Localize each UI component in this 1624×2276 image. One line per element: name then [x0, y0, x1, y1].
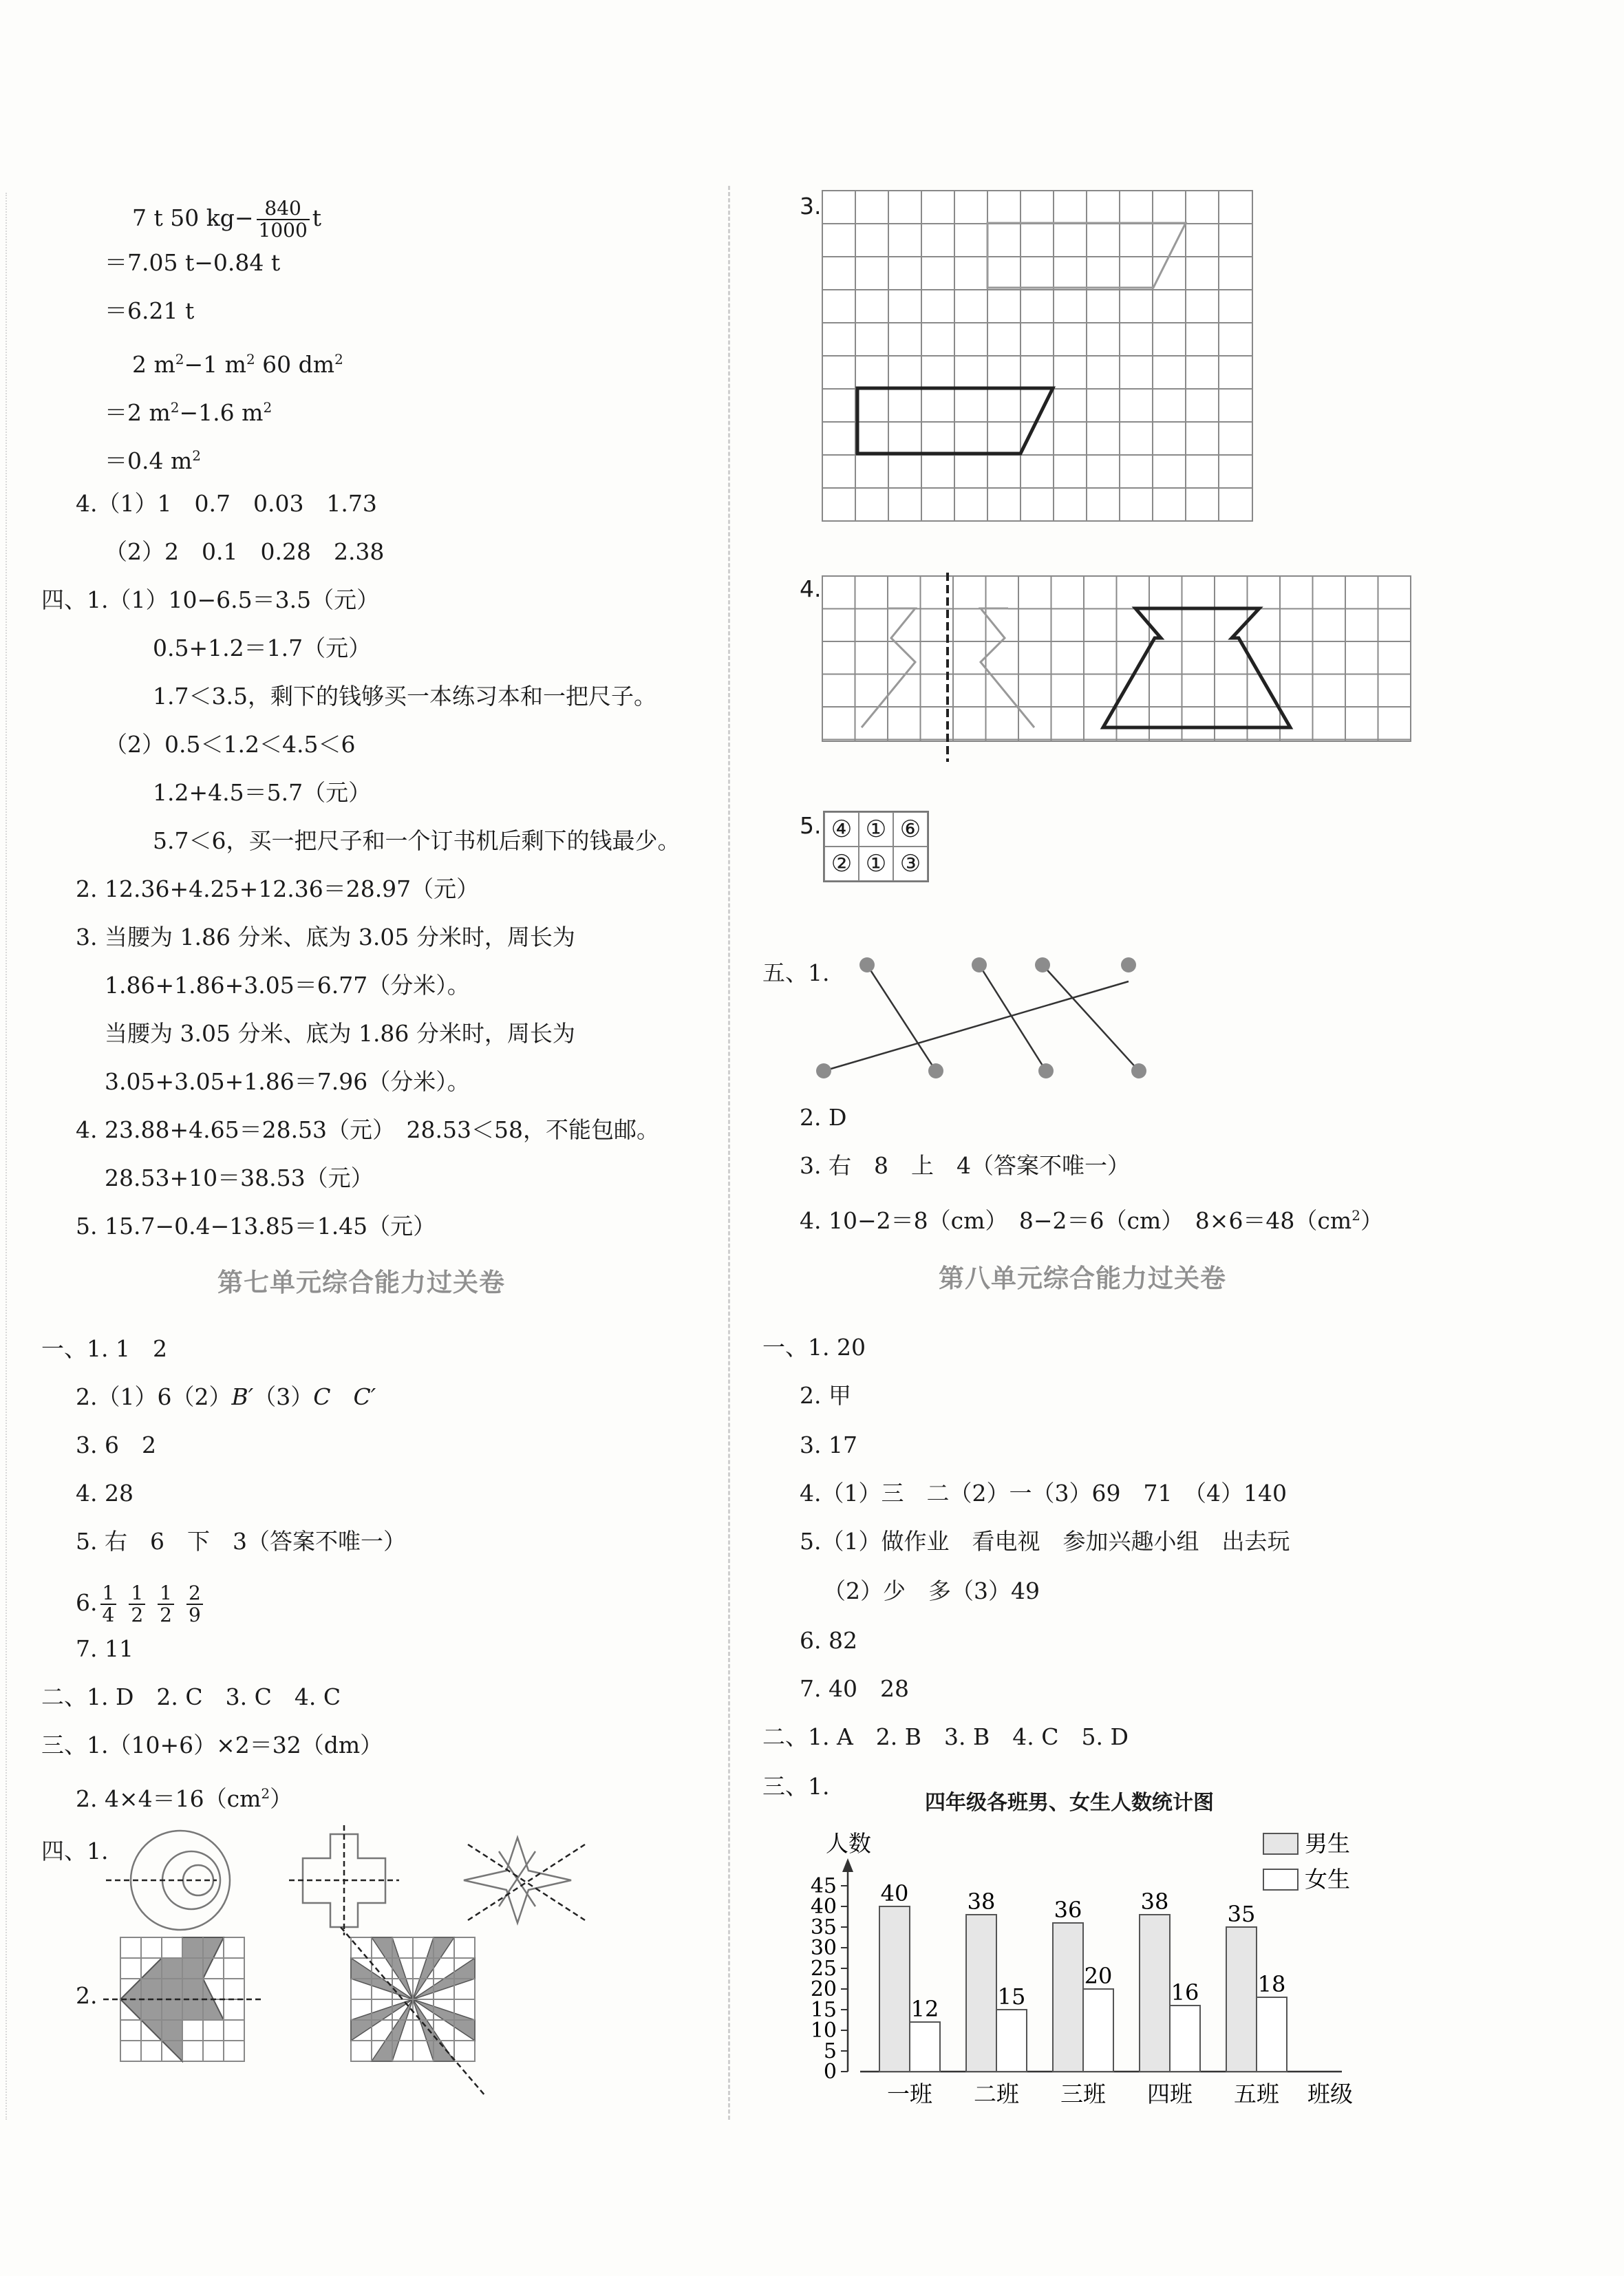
section-4-answer-2: 2. 12.36+4.25+12.36＝28.97（元） — [76, 875, 480, 902]
u7-answer-4-1: 四、1. — [41, 1838, 109, 1864]
fraction-numerator: 1 — [129, 1583, 145, 1605]
unit-7-title: 第七单元综合能力过关卷 — [217, 1268, 505, 1297]
legend — [1263, 1830, 1350, 1893]
u7-answer-1-2 — [76, 1383, 376, 1411]
bar-value-label: 12 — [910, 1996, 939, 2022]
answer-text: 6. — [76, 1589, 98, 1616]
bar-girls — [1170, 2006, 1200, 2072]
exponent: 2 — [175, 351, 184, 368]
bar-boys — [1140, 1915, 1170, 2072]
conversion-line-1 — [132, 198, 321, 241]
fraction-denominator: 9 — [188, 1604, 201, 1626]
fraction-numerator: 2 — [186, 1583, 203, 1605]
u8-answer-1-5b: （2）少 多（3）49 — [823, 1577, 1040, 1604]
x-category-label: 二班 — [974, 2081, 1019, 2107]
x-category-label: 五班 — [1234, 2081, 1279, 2107]
fraction-numerator: 1 — [158, 1583, 174, 1605]
u8-answer-1-3: 3. 17 — [800, 1432, 857, 1458]
y-axis-label: 人数 — [826, 1830, 871, 1857]
section-4-answer-3d: 3.05+3.05+1.86＝7.96（分米）。 — [105, 1068, 470, 1095]
circle-figure — [106, 1831, 230, 1930]
area-line-1 — [132, 345, 343, 379]
u7-answer-1-7: 7. 11 — [76, 1635, 133, 1662]
conversion-line-3: ＝6.21 t — [105, 297, 195, 324]
parallelogram-grid — [819, 187, 1259, 531]
fraction-denominator: 2 — [131, 1604, 144, 1626]
u8-answer-1-2: 2. 甲 — [800, 1382, 851, 1409]
column-divider — [728, 186, 730, 2120]
y-tick-label: 45 — [810, 1874, 837, 1898]
bar-value-label: 38 — [1140, 1889, 1169, 1915]
bottom-dot — [816, 1063, 831, 1078]
answer-cell: ① — [859, 812, 893, 847]
section-4-answer-1e: 1.2+4.5＝5.7（元） — [153, 779, 372, 806]
fraction-denominator: 4 — [102, 1604, 115, 1626]
question-5-label: 5. — [800, 812, 822, 839]
answer-cell: ④ — [824, 812, 859, 847]
section-4-answer-4: 4. 23.88+4.65＝28.53（元） 28.53＜58，不能包邮。 — [76, 1116, 660, 1143]
area-text: −1 m — [184, 351, 246, 378]
answer-text: B′ — [231, 1383, 254, 1410]
fraction-numerator: 840 — [257, 198, 310, 220]
area-text: 60 dm — [255, 351, 335, 378]
bar-girls — [1257, 1997, 1287, 2072]
u8-answer-1-4: 4.（1）三 二（2）一（3）69 71 （4）140 — [800, 1480, 1287, 1507]
bar-value-label: 36 — [1054, 1897, 1082, 1923]
u7-answer-3-1: 三、1.（10+6）×2＝32（dm） — [41, 1732, 383, 1758]
fraction — [158, 1583, 174, 1626]
bar-value-label: 40 — [880, 1880, 909, 1906]
pinwheel-grid-figure — [341, 1927, 485, 2096]
top-dot — [859, 957, 875, 972]
bar-value-label: 38 — [967, 1889, 996, 1915]
section-4-answer-1c: 1.7＜3.5，剩下的钱够买一本练习本和一把尺子。 — [153, 683, 656, 710]
unit-text: t — [312, 204, 322, 231]
bar-value-label: 35 — [1227, 1901, 1256, 1927]
fraction — [257, 198, 310, 241]
answer-4-2: （2）2 0.1 0.28 2.38 — [105, 538, 385, 565]
question-3-label: 3. — [800, 193, 822, 220]
top-dot — [1121, 957, 1136, 972]
fraction — [186, 1583, 203, 1626]
fraction-numerator: 1 — [100, 1583, 117, 1605]
exponent: 2 — [1351, 1207, 1360, 1224]
y-axis-arrow — [842, 1858, 853, 1872]
fraction — [129, 1583, 145, 1626]
matching-lines-figure — [812, 950, 1156, 1087]
unit-8-title: 第八单元综合能力过关卷 — [939, 1264, 1226, 1293]
answer-text: 4. 10−2＝8（cm） 8−2＝6（cm） 8×6＝48（cm — [800, 1207, 1352, 1234]
answer-cell: ⑥ — [893, 812, 928, 847]
bar-girls — [910, 2022, 940, 2072]
left-margin-line — [6, 193, 7, 2120]
exponent: 2 — [170, 399, 180, 416]
conversion-text: 7 t 50 kg− — [132, 204, 254, 231]
u8-answer-1-5: 5.（1）做作业 看电视 参加兴趣小组 出去玩 — [800, 1528, 1290, 1555]
bar-girls — [1083, 1989, 1113, 2072]
y-tick-label: 5 — [823, 2039, 837, 2063]
chart-title: 四年级各班男、女生人数统计图 — [925, 1791, 1214, 1815]
section-4-answer-4b: 28.53+10＝38.53（元） — [105, 1164, 374, 1191]
u7-answer-1-1: 一、1. 1 2 — [41, 1335, 167, 1362]
u7-answer-3-2 — [76, 1780, 292, 1813]
bottom-dot — [928, 1063, 943, 1078]
arrow-grid-figure — [103, 1937, 261, 2061]
x-category-label: 三班 — [1060, 2081, 1106, 2107]
section-5-answer-3: 3. 右 8 上 4（答案不唯一） — [800, 1152, 1130, 1179]
fraction — [100, 1583, 117, 1626]
fraction-denominator: 2 — [160, 1604, 172, 1626]
area-line-3 — [105, 442, 201, 475]
u7-answer-2: 二、1. D 2. C 3. C 4. C — [41, 1683, 341, 1710]
answer-cell-grid — [823, 811, 929, 882]
answer-4-1: 4.（1）1 0.7 0.03 1.73 — [76, 490, 377, 517]
legend-girls-swatch — [1263, 1869, 1298, 1890]
section-4-answer-3c: 当腰为 3.05 分米、底为 1.86 分米时，周长为 — [105, 1020, 575, 1047]
exponent: 2 — [261, 1785, 270, 1802]
y-tick-label: 0 — [823, 2060, 837, 2084]
answer-text: 2.（1）6（2） — [76, 1383, 232, 1410]
bar-value-label: 16 — [1171, 1979, 1199, 2006]
exponent: 2 — [246, 351, 255, 368]
area-line-2 — [105, 394, 272, 427]
u7-answer-1-3: 3. 6 2 — [76, 1432, 156, 1458]
answer-text: （3） — [253, 1383, 314, 1410]
section-4-answer-1: 四、1.（1）10−6.5＝3.5（元） — [41, 586, 380, 613]
u8-answer-3-1: 三、1. — [762, 1773, 830, 1800]
bar-value-label: 20 — [1084, 1963, 1113, 1989]
top-dot — [972, 957, 987, 972]
legend-boys-label: 男生 — [1305, 1830, 1350, 1857]
answer-text: ） — [270, 1785, 293, 1812]
bar-boys — [966, 1915, 996, 2072]
section-4-answer-3: 3. 当腰为 1.86 分米、底为 3.05 分米时，周长为 — [76, 924, 575, 950]
bar-girls — [996, 2010, 1027, 2072]
bar-boys — [1226, 1927, 1257, 2072]
symmetry-grid — [819, 573, 1418, 765]
u7-answer-4-2: 2. — [76, 1982, 98, 2009]
top-dot — [1035, 957, 1050, 972]
symmetry-figures — [103, 1824, 599, 1941]
bar-boys — [879, 1906, 910, 2072]
y-tick-label: 25 — [810, 1957, 837, 1981]
section-4-answer-3b: 1.86+1.86+3.05＝6.77（分米）。 — [105, 972, 470, 999]
answer-text: 2. 4×4＝16（cm — [76, 1785, 261, 1812]
y-tick-label: 20 — [810, 1977, 837, 2001]
bar-value-label: 18 — [1257, 1971, 1286, 1997]
u8-answer-2: 二、1. A 2. B 3. B 4. C 5. D — [762, 1723, 1129, 1750]
bottom-dot — [1038, 1063, 1054, 1078]
bottom-dot — [1131, 1063, 1146, 1078]
answer-text: C C′ — [313, 1383, 376, 1410]
answer-cell: ① — [859, 847, 893, 881]
y-tick-label: 30 — [810, 1936, 837, 1960]
legend-boys-swatch — [1263, 1833, 1298, 1854]
conversion-line-2: ＝7.05 t−0.84 t — [105, 249, 281, 276]
u7-answer-1-4: 4. 28 — [76, 1480, 133, 1507]
x-category-label: 四班 — [1147, 2081, 1193, 2107]
y-tick-label: 15 — [810, 1998, 837, 2022]
answer-cell: ③ — [893, 847, 928, 881]
section-5-answer-2: 2. D — [800, 1104, 847, 1131]
area-text: ＝0.4 m — [105, 447, 193, 474]
bar-value-label: 15 — [997, 1983, 1026, 2010]
legend-girls-label: 女生 — [1305, 1866, 1350, 1893]
x-category-label: 一班 — [887, 2081, 932, 2107]
area-text: −1.6 m — [179, 399, 264, 426]
u8-answer-1-1: 一、1. 20 — [762, 1334, 866, 1361]
bar-chart — [798, 1817, 1404, 2120]
star-figure — [464, 1838, 585, 1923]
y-tick-label: 10 — [810, 2019, 837, 2043]
answer-cell: ② — [824, 847, 859, 881]
x-axis-label: 班级 — [1307, 2081, 1353, 2107]
area-text: ＝2 m — [105, 399, 171, 426]
exponent: 2 — [192, 447, 201, 464]
cross-figure — [289, 1825, 399, 1935]
y-tick-label: 35 — [810, 1915, 837, 1939]
u8-answer-1-6: 6. 82 — [800, 1627, 857, 1654]
question-4-label: 4. — [800, 575, 822, 602]
section-5-answer-4 — [800, 1202, 1383, 1235]
section-4-answer-5: 5. 15.7−0.4−13.85＝1.45（元） — [76, 1213, 436, 1240]
u8-answer-1-7: 7. 40 28 — [800, 1675, 909, 1702]
fraction-list — [98, 1582, 213, 1626]
exponent: 2 — [263, 399, 273, 416]
section-4-answer-1f: 5.7＜6，买一把尺子和一个订书机后剩下的钱最少。 — [153, 827, 681, 854]
u7-answer-1-6 — [76, 1583, 213, 1626]
shaded-grid-figures — [103, 1927, 489, 2099]
section-5-answer-1: 五、1. — [762, 959, 830, 986]
section-4-answer-1b: 0.5+1.2＝1.7（元） — [153, 635, 372, 661]
y-tick-label: 40 — [810, 1895, 837, 1919]
u7-answer-1-5: 5. 右 6 下 3（答案不唯一） — [76, 1528, 406, 1555]
section-4-answer-1d: （2）0.5＜1.2＜4.5＜6 — [105, 731, 356, 758]
area-text: 2 m — [132, 351, 175, 378]
exponent: 2 — [334, 351, 343, 368]
bar-boys — [1053, 1923, 1083, 2072]
fraction-denominator: 1000 — [258, 219, 308, 242]
answer-text: ） — [1360, 1207, 1383, 1234]
